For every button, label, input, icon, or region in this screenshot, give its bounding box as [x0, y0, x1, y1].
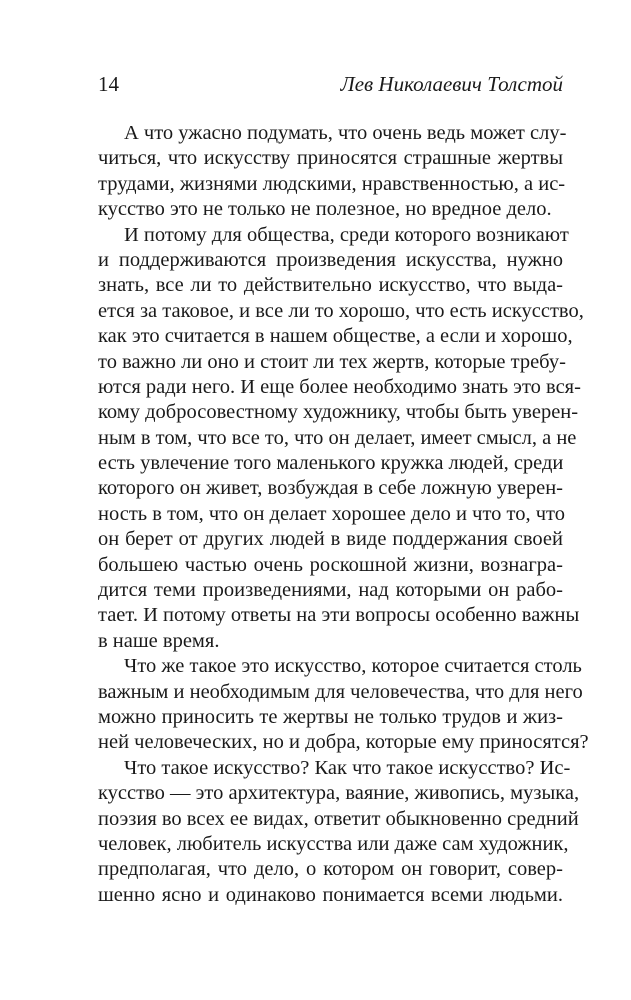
text-line: кусство это не только не полезное, но вредное дело.	[98, 198, 552, 221]
text-line: Что такое искусство? Как что такое искусство? Ис-	[124, 756, 571, 779]
text-line: поэзия во всех ее видах, ответит обыкновенно средний	[98, 807, 579, 830]
book-author: Лев Николаевич Толстой	[340, 72, 563, 96]
text-line: кусство — это архитектура, ваяние, живопись, музыка,	[98, 782, 580, 805]
text-line: ются ради него. И еще более необходимо знать это вся-	[98, 375, 581, 398]
text-line: то важно ли оно и стоит ли тех жертв, которые требу-	[98, 350, 566, 373]
text-line: в наше время.	[98, 629, 220, 652]
text-line: кому добросовестному художнику, чтобы быть уверен-	[98, 401, 579, 424]
text-line: можно приносить те жертвы не только трудов и жиз-	[98, 705, 563, 728]
running-head	[98, 72, 563, 102]
body-text	[98, 121, 589, 908]
text-line: ность в том, что он делает хорошее дело и что то, что	[98, 502, 565, 525]
text-line: трудами, жизнями людскими, нравственностью, а ис-	[98, 172, 566, 195]
paragraph	[98, 654, 589, 756]
paragraph	[98, 121, 567, 223]
text-line: А что ужасно подумать, что очень ведь может слу-	[124, 122, 567, 144]
text-line: И потому для общества, среди которого возникают	[124, 223, 569, 246]
text-line: читься, что искусству приносятся страшные жертвы	[98, 147, 563, 170]
text-line: ным в том, что все то, что он делает, имеет смысл, а не	[98, 426, 577, 449]
page-number: 14	[98, 72, 119, 96]
text-line: тает. И потому ответы на эти вопросы особенно важны	[98, 604, 580, 627]
text-line: важным и необходимым для человечества, что для него	[98, 680, 583, 703]
text-line: дится теми произведениями, над которыми он рабо-	[98, 579, 563, 602]
text-line: большею частью очень роскошной жизни, вознагра-	[98, 553, 563, 576]
text-line: и поддерживаются произведения искусства, нужно	[98, 248, 563, 271]
text-line: есть увлечение того маленького кружка людей, среди	[98, 452, 564, 475]
paragraph	[98, 756, 580, 908]
text-line: ней человеческих, но и добра, которые ему приносятся?	[98, 731, 589, 754]
text-line: он берет от других людей в виде поддержания своей	[98, 528, 563, 551]
text-line: ется за таковое, и все ли то хорошо, что есть искусство,	[98, 299, 584, 322]
paragraph	[98, 223, 584, 655]
text-line: Что же такое это искусство, которое считается столь	[124, 655, 582, 678]
text-line: предполагая, что дело, о котором он говорит, совер-	[98, 858, 563, 881]
text-line: как это считается в нашем обществе, а если и хорошо,	[98, 325, 573, 348]
text-line: шенно ясно и одинаково понимается всеми людьми.	[98, 883, 563, 906]
text-line: которого он живет, возбуждая в себе ложную уверен-	[98, 477, 563, 500]
text-line: знать, все ли то действительно искусство, что выда-	[98, 274, 563, 297]
text-line: человек, любитель искусства или даже сам художник,	[98, 832, 569, 855]
